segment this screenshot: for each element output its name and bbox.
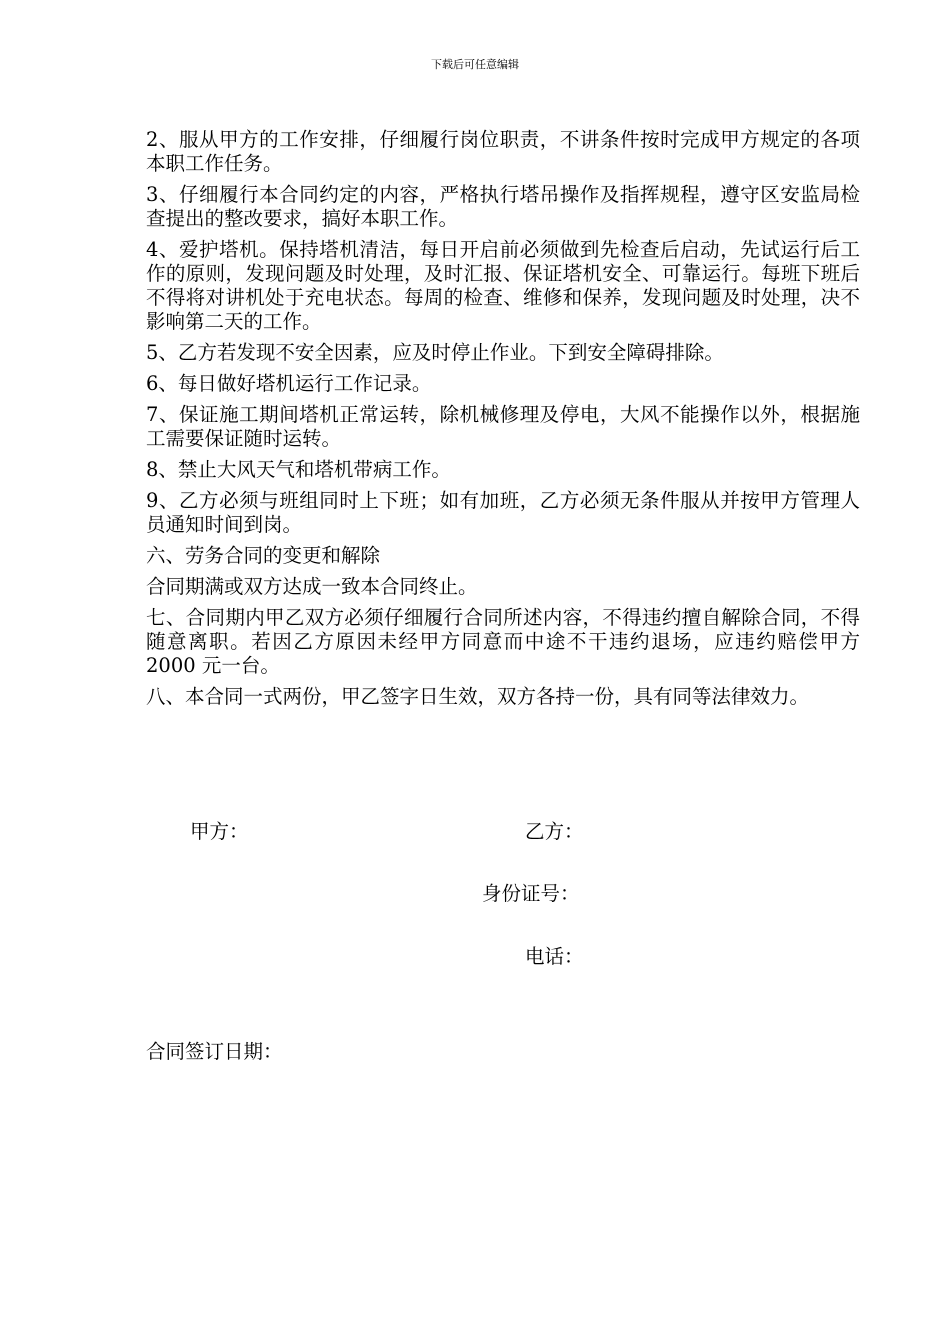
sign-date-label: 合同签订日期： (146, 1040, 283, 1063)
clause-3: 3、仔细履行本合同约定的内容，严格执行塔吊操作及指挥规程，遵守区安监局检查提出的整改要求，搞好本职工作。 (146, 183, 860, 230)
section-7-text: 七、合同期内甲乙双方必须仔细履行合同所述内容，不得违约擅自解除合同，不得随意离职。若因乙方原因未经甲方同意而中途不干违约退场，应违约赔偿甲方 2000 元一台。 (146, 606, 860, 677)
id-number-label: 身份证号： (482, 882, 580, 905)
clause-8: 8、禁止大风天气和塔机带病工作。 (146, 458, 451, 481)
phone-label: 电话： (525, 945, 584, 968)
section-8-text: 八、本合同一式两份，甲乙签字日生效，双方各持一份，具有同等法律效力。 (146, 685, 810, 708)
section-6-text: 合同期满或双方达成一致本合同终止。 (146, 575, 478, 598)
party-b-label: 乙方： (525, 820, 584, 843)
contract-body (146, 128, 860, 716)
clause-9: 9、乙方必须与班组同时上下班；如有加班，乙方必须无条件服从并按甲方管理人员通知时间到岗。 (146, 489, 860, 536)
clause-2: 2、服从甲方的工作安排，仔细履行岗位职责，不讲条件按时完成甲方规定的各项本职工作任务。 (146, 128, 860, 175)
clause-4: 4、爱护塔机。保持塔机清洁，每日开启前必须做到先检查后启动，先试运行后工作的原则，发现问题及时处理，及时汇报、保证塔机安全、可靠运行。每班下班后不得将对讲机处于充电状态。每周的检查、维修和保养，发现问题及时处理，决不影响第二天的工作。 (146, 238, 860, 333)
clause-5: 5、乙方若发现不安全因素，应及时停止作业。下到安全障碍排除。 (146, 341, 724, 364)
header-note: 下载后可任意编辑 (431, 58, 519, 71)
party-a-label: 甲方： (190, 820, 249, 843)
section-6-heading: 六、劳务合同的变更和解除 (146, 544, 381, 567)
clause-6: 6、每日做好塔机运行工作记录。 (146, 372, 432, 395)
clause-7: 7、保证施工期间塔机正常运转，除机械修理及停电，大风不能操作以外，根据施工需要保证随时运转。 (146, 403, 860, 450)
